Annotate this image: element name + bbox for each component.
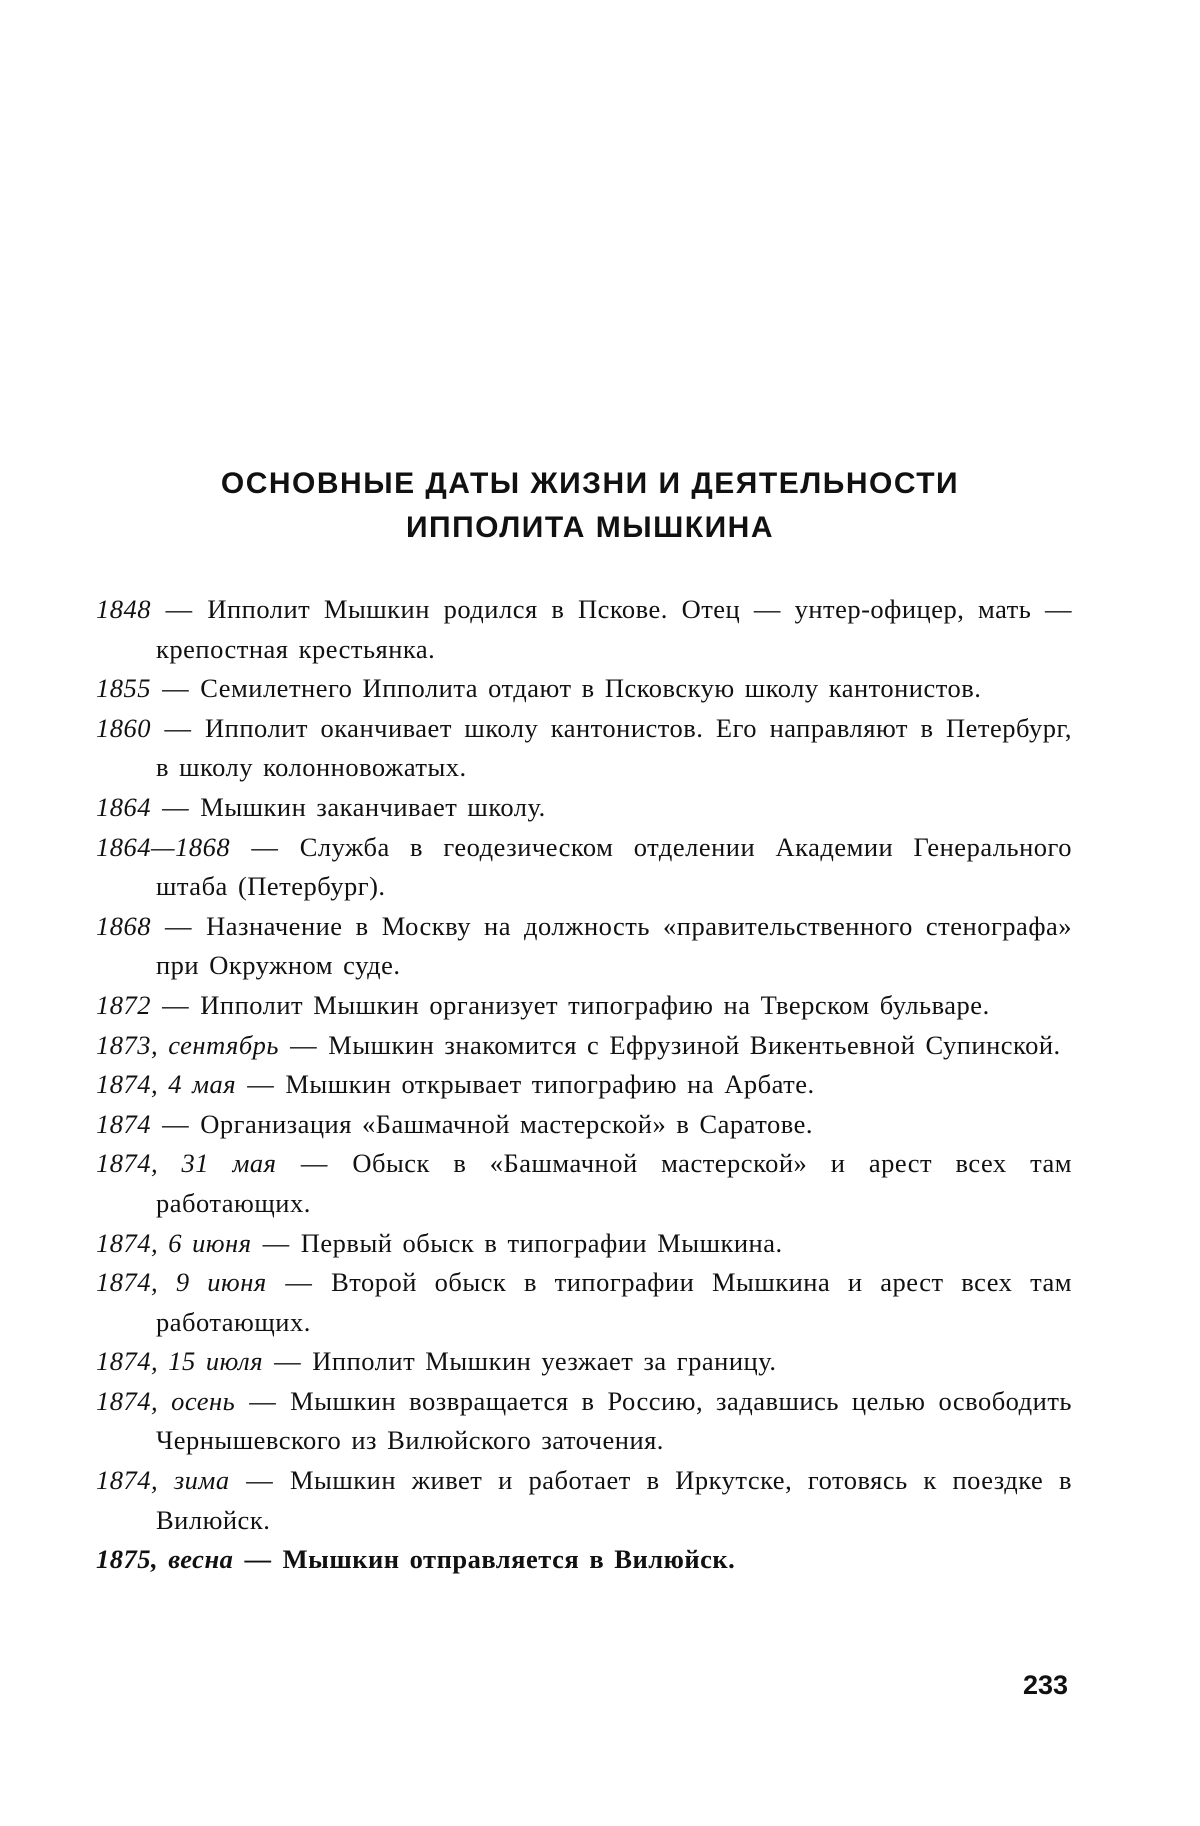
entry-date: 1868 [96, 911, 151, 941]
chronology-entry [96, 1540, 1072, 1580]
entry-date: 1874, осень [96, 1386, 235, 1416]
entry-separator: — [151, 713, 205, 743]
title-line-2: ИППОЛИТА МЫШКИНА [100, 506, 1080, 550]
entry-date: 1874, 9 июня [96, 1267, 267, 1297]
entry-separator: — [151, 990, 200, 1020]
entry-separator: — [151, 911, 206, 941]
entry-text: Мышкин открывает типографию на Арбате. [285, 1069, 814, 1099]
entry-text: Семилетнего Ипполита отдают в Псковскую школу кантонистов. [200, 673, 981, 703]
entry-text: Мышкин живет и работает в Иркутске, готовясь к поездке в Вилюйск. [156, 1465, 1072, 1535]
entry-separator: — [230, 1465, 290, 1495]
entry-separator: — [151, 1109, 200, 1139]
chronology-entry [96, 1224, 1072, 1264]
entry-text: Второй обыск в типографии Мышкина и арест всех там работающих. [156, 1267, 1072, 1337]
page-title [100, 462, 1080, 550]
entry-date: 1873, сентябрь [96, 1030, 279, 1060]
entry-date: 1875, весна [96, 1544, 233, 1574]
entry-date: 1864 [96, 792, 151, 822]
entry-text: Мышкин знакомится с Ефрузиной Викентьевной Супинской. [328, 1030, 1060, 1060]
entry-separator: — [230, 832, 300, 862]
chronology-entry [96, 1461, 1072, 1540]
chronology-entry [96, 907, 1072, 986]
chronology-entry [96, 1026, 1072, 1066]
entry-text: Мышкин заканчивает школу. [200, 792, 545, 822]
entry-date: 1874, 6 июня [96, 1228, 252, 1258]
chronology-entry [96, 1342, 1072, 1382]
entry-date: 1874, 4 мая [96, 1069, 236, 1099]
entry-date: 1874, 31 мая [96, 1148, 276, 1178]
entry-date: 1855 [96, 673, 151, 703]
chronology-entry [96, 1382, 1072, 1461]
entry-text: Ипполит Мышкин уезжает за границу. [312, 1346, 776, 1376]
entry-text: Ипполит оканчивает школу кантонистов. Его направляют в Петербург, в школу колонновожатых. [156, 713, 1072, 783]
chronology-entry [96, 986, 1072, 1026]
entry-text: Ипполит Мышкин родился в Пскове. Отец — унтер-офицер, мать — крепостная крестьянка. [156, 594, 1072, 664]
entry-separator: — [279, 1030, 328, 1060]
entry-text: Мышкин возвращается в Россию, задавшись целью освободить Чернышевского из Вилюйского заточения. [156, 1386, 1072, 1456]
entry-text: Организация «Башмачной мастерской» в Саратове. [200, 1109, 813, 1139]
entry-date: 1848 [96, 594, 151, 624]
entry-date: 1860 [96, 713, 151, 743]
entry-text: Мышкин отправляется в Вилюйск. [283, 1544, 736, 1574]
chronology-entry [96, 828, 1072, 907]
title-line-1: ОСНОВНЫЕ ДАТЫ ЖИЗНИ И ДЕЯТЕЛЬНОСТИ [100, 462, 1080, 506]
entry-text: Служба в геодезическом отделении Академии Генерального штаба (Петербург). [156, 832, 1072, 902]
chronology-entry [96, 788, 1072, 828]
entry-date: 1864—1868 [96, 832, 230, 862]
entry-date: 1874, 15 июля [96, 1346, 263, 1376]
page-number: 233 [1023, 1670, 1068, 1701]
entry-date: 1872 [96, 990, 151, 1020]
chronology-entry [96, 669, 1072, 709]
entry-separator: — [276, 1148, 352, 1178]
book-page [0, 0, 1200, 1826]
entry-text: Назначение в Москву на должность «правительственного стенографа» при Окружном суде. [156, 911, 1072, 981]
chronology-entry [96, 1105, 1072, 1145]
entry-separator: — [235, 1386, 290, 1416]
entry-date: 1874 [96, 1109, 151, 1139]
chronology-list [96, 590, 1072, 1580]
entry-text: Первый обыск в типографии Мышкина. [301, 1228, 783, 1258]
chronology-entry [96, 1065, 1072, 1105]
entry-separator: — [252, 1228, 301, 1258]
entry-separator: — [151, 673, 200, 703]
entry-separator: — [151, 792, 200, 822]
entry-date: 1874, зима [96, 1465, 230, 1495]
chronology-entry [96, 1263, 1072, 1342]
entry-text: Ипполит Мышкин организует типографию на Тверском бульваре. [200, 990, 989, 1020]
chronology-entry [96, 590, 1072, 669]
entry-separator: — [236, 1069, 285, 1099]
chronology-entry [96, 1144, 1072, 1223]
entry-separator: — [151, 594, 207, 624]
entry-separator: — [233, 1544, 282, 1574]
entry-separator: — [263, 1346, 312, 1376]
entry-text: Обыск в «Башмачной мастерской» и арест всех там работающих. [156, 1148, 1072, 1218]
entry-separator: — [267, 1267, 331, 1297]
chronology-entry [96, 709, 1072, 788]
